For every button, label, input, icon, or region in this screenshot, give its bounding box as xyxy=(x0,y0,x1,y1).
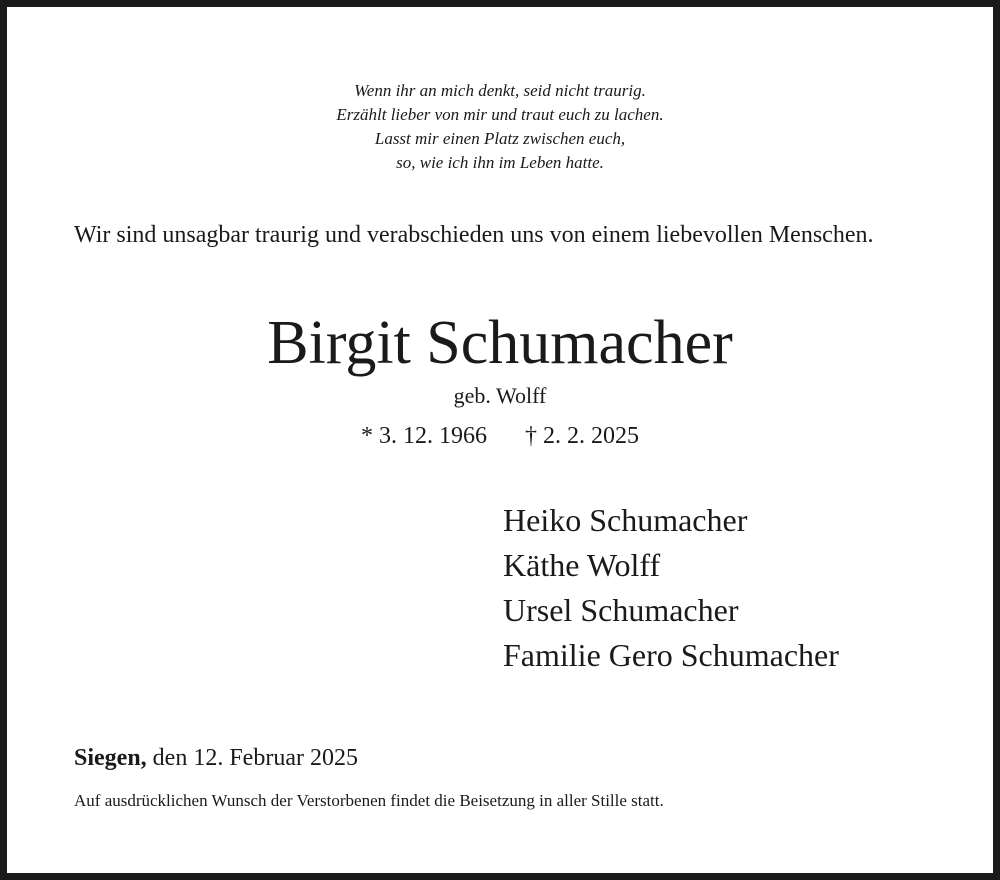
poem xyxy=(7,79,993,175)
poem-line: so, wie ich ihn im Leben hatte. xyxy=(396,153,604,172)
death-date: † 2. 2. 2025 xyxy=(525,423,639,449)
birth-date: * 3. 12. 1966 xyxy=(361,423,487,449)
place-and-date xyxy=(74,742,358,774)
place-city: Siegen, xyxy=(74,745,147,771)
poem-line: Lasst mir einen Platz zwischen euch, xyxy=(374,129,626,148)
poem-line: Wenn ihr an mich denkt, seid nicht traurig. xyxy=(354,81,646,100)
notice-date: den 12. Februar 2025 xyxy=(152,745,358,771)
intro-text: Wir sind unsagbar traurig und verabschieden uns von einem liebevollen Menschen. xyxy=(74,222,874,248)
mourner-name: Familie Gero Schumacher xyxy=(503,637,839,673)
mourner-name: Ursel Schumacher xyxy=(503,592,739,628)
deceased-name: Birgit Schumacher xyxy=(267,309,733,377)
mourner-name: Heiko Schumacher xyxy=(503,502,748,538)
birth-name: geb. Wolff xyxy=(453,383,547,408)
life-dates xyxy=(7,420,993,452)
poem-line: Erzählt lieber von mir und traut euch zu lachen. xyxy=(336,105,664,124)
burial-notice: Auf ausdrücklichen Wunsch der Verstorbenen findet die Beisetzung in aller Stille statt. xyxy=(74,791,664,810)
mourner-name: Käthe Wolff xyxy=(503,547,661,583)
mourners-list xyxy=(503,498,839,678)
